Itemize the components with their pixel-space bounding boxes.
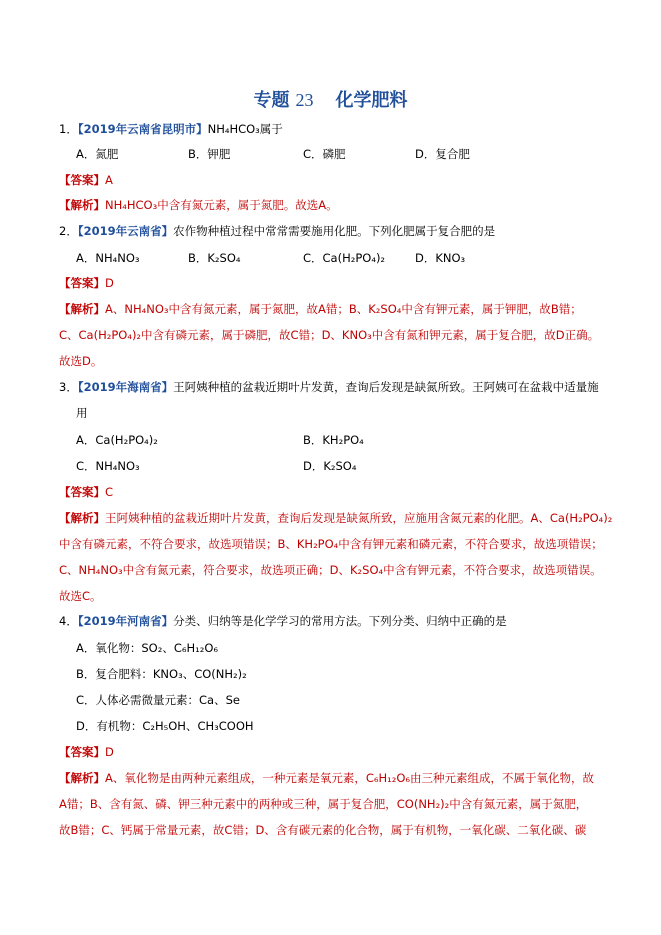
q4-answer: 【答案】D — [59, 745, 114, 759]
q4-option-a: A．氧化物：SO₂、C₆H₁₂O₆ — [76, 641, 218, 655]
title-prefix: 专题 — [253, 90, 290, 111]
q3-option-b: B．KH₂PO₄ — [303, 433, 364, 447]
q2-option-b: B．K₂SO₄ — [188, 251, 241, 265]
q1-option-c: C．磷肥 — [303, 147, 346, 161]
q3-analysis-line-3: C、NH₄NO₃中含有氮元素，符合要求，故选项正确；D、K₂SO₄中含有钾元素，不符合要求，故选项错误。 — [59, 563, 602, 577]
question-3-stem-line-2: 用 — [76, 406, 88, 420]
q3-option-d: D．K₂SO₄ — [303, 459, 357, 473]
q2-analysis-line-3: 故选D。 — [59, 354, 103, 368]
q3-option-c: C．NH₄NO₃ — [76, 459, 140, 473]
q4-analysis-line-1: 【解析】A、氧化物是由两种元素组成，一种元素是氧元素，C₆H₁₂O₆由三种元素组成，不属于氧化物，故 — [59, 771, 595, 785]
question-2-source: 【2019年云南省】 — [77, 224, 174, 238]
q3-answer: 【答案】C — [59, 485, 114, 499]
q1-option-d: D．复合肥 — [415, 147, 470, 161]
page-title — [0, 86, 661, 112]
q4-option-d: D．有机物：C₂H₅OH、CH₃COOH — [76, 719, 254, 733]
q1-option-a: A．氮肥 — [76, 147, 119, 161]
question-2-stem: 2．【2019年云南省】农作物种植过程中常常需要施用化肥。下列化肥属于复合肥的是 — [59, 224, 496, 238]
q2-option-a: A．NH₄NO₃ — [76, 251, 140, 265]
q1-answer: 【答案】A — [59, 173, 113, 187]
q4-analysis-line-2: A错；B、含有氮、磷、钾三种元素中的两种或三种，属于复合肥，CO(NH₂)₂中含有氮元素，属于氮肥， — [59, 797, 588, 811]
q1-analysis: 【解析】NH₄HCO₃中含有氮元素，属于氮肥。故选A。 — [59, 198, 338, 212]
question-3-source: 【2019年海南省】 — [77, 380, 174, 394]
q4-option-b: B．复合肥料：KNO₃、CO(NH₂)₂ — [76, 667, 247, 681]
q2-answer: 【答案】D — [59, 276, 114, 290]
question-4-source: 【2019年河南省】 — [77, 614, 174, 628]
q4-analysis-line-3: 故B错；C、钙属于常量元素，故C错；D、含有碳元素的化合物，属于有机物，一氧化碳、二氧化碳、碳 — [59, 823, 587, 837]
q2-analysis-line-2: C、Ca(H₂PO₄)₂中含有磷元素，属于磷肥，故C错；D、KNO₃中含有氮和钾元素，属于复合肥，故D正确。 — [59, 328, 600, 342]
question-1-source: 【2019年云南省昆明市】 — [77, 122, 208, 136]
q3-option-a: A．Ca(H₂PO₄)₂ — [76, 433, 158, 447]
q3-analysis-line-4: 故选C。 — [59, 589, 102, 603]
q1-option-b: B．钾肥 — [188, 147, 231, 161]
question-3-stem-line-1: 3．【2019年海南省】王阿姨种植的盆栽近期叶片发黄，查询后发现是缺氮所致。王阿姨可在盆栽中适量施 — [59, 380, 599, 394]
q3-analysis-line-1: 【解析】王阿姨种植的盆栽近期叶片发黄，查询后发现是缺氮所致，应施用含氮元素的化肥。A、Ca(H₂PO₄)₂ — [59, 511, 613, 525]
q2-option-d: D．KNO₃ — [415, 251, 466, 265]
q2-analysis-line-1: 【解析】A、NH₄NO₃中含有氮元素，属于氮肥，故A错；B、K₂SO₄中含有钾元素，属于钾肥，故B错； — [59, 302, 582, 316]
title-number: 23 — [295, 90, 314, 110]
question-4-stem: 4．【2019年河南省】分类、归纳等是化学学习的常用方法。下列分类、归纳中正确的是 — [59, 614, 507, 628]
q3-analysis-line-2: 中含有磷元素，不符合要求，故选项错误；B、KH₂PO₄中含有钾元素和磷元素，不符合要求，故选项错误； — [59, 537, 603, 551]
question-1-stem: 1．【2019年云南省昆明市】NH₄HCO₃属于 — [59, 122, 283, 136]
q2-option-c: C．Ca(H₂PO₄)₂ — [303, 251, 386, 265]
q4-option-c: C．人体必需微量元素：Ca、Se — [76, 693, 240, 707]
title-name: 化学肥料 — [335, 90, 408, 111]
